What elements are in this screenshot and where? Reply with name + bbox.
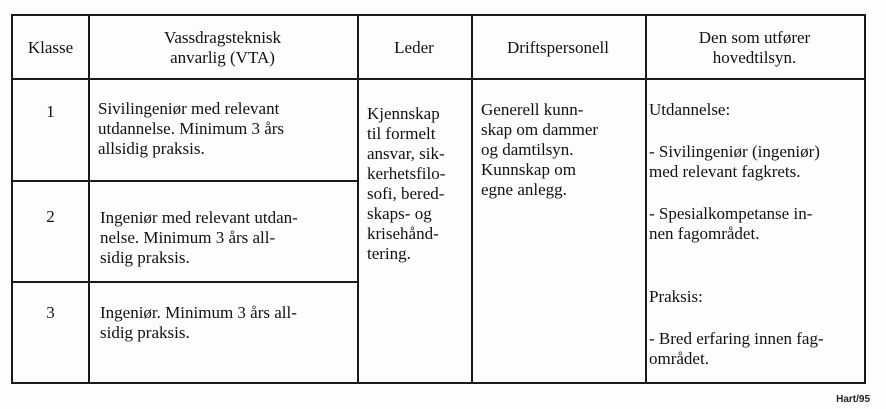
row-divider bbox=[13, 180, 358, 182]
praksis-heading: Praksis: bbox=[649, 287, 703, 306]
header-vta: Vassdragsteknisk anvarlig (VTA) bbox=[163, 28, 282, 67]
header-divider bbox=[13, 78, 864, 80]
qualification-table bbox=[11, 14, 866, 384]
header-driftspersonell: Driftspersonell bbox=[507, 38, 609, 57]
header-klasse: Klasse bbox=[27, 38, 74, 57]
praksis-item-1: - Bred erfaring innen fag- området. bbox=[649, 329, 824, 368]
row-1-vta: Sivilingeniør med relevant utdannelse. Minimum 3 års allsidig praksis. bbox=[98, 99, 285, 158]
column-divider bbox=[471, 16, 473, 382]
driftspersonell-text: Generell kunn- skap om dammer og damtilsyn. Kunnskap om egne anlegg. bbox=[481, 100, 599, 199]
credit-mark: Hart/95 bbox=[836, 394, 870, 405]
leder-text: Kjennskap til formelt ansvar, sik- kerhetsfilo- sofi, bered- skaps- og krisehånd- tering. bbox=[367, 104, 446, 263]
utdannelse-heading: Utdannelse: bbox=[649, 100, 731, 119]
row-1-klasse: 1 bbox=[46, 102, 55, 121]
utdannelse-item-2: - Spesialkompetanse in- nen fagområdet. bbox=[649, 204, 813, 243]
row-2-klasse: 2 bbox=[46, 207, 55, 226]
column-divider bbox=[645, 16, 647, 382]
header-hovedtilsyn: Den som utfører hovedtilsyn. bbox=[698, 28, 811, 67]
column-divider bbox=[88, 16, 90, 382]
row-divider bbox=[13, 281, 358, 283]
row-2-vta: Ingeniør med relevant utdan- nelse. Minimum 3 års all- sidig praksis. bbox=[100, 208, 298, 267]
utdannelse-item-1: - Sivilingeniør (ingeniør) med relevant fagkrets. bbox=[649, 142, 820, 181]
header-leder: Leder bbox=[394, 38, 434, 57]
column-divider bbox=[357, 16, 359, 382]
row-3-vta: Ingeniør. Minimum 3 års all- sidig praksis. bbox=[100, 303, 297, 342]
row-3-klasse: 3 bbox=[46, 303, 55, 322]
